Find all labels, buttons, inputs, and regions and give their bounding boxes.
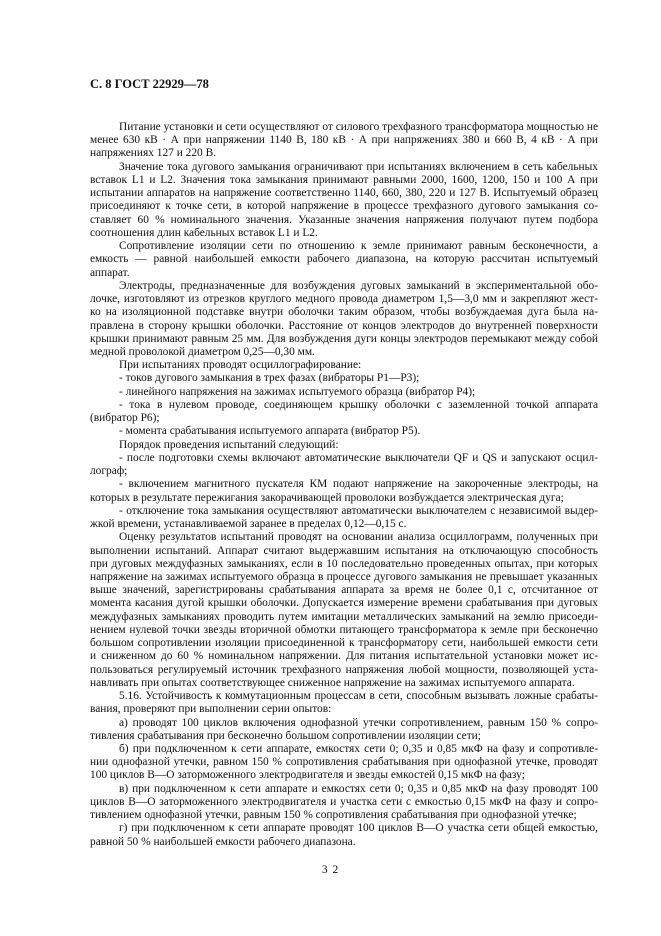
text-line: навливать при опытах соответствующее сниженное напряжение на зажимах испытуемого аппарата. [90, 676, 575, 689]
document-body [90, 121, 598, 849]
text-line: 5.16. Устойчивость к коммутационным процессам в сети, способным вызывать ложные срабаты- [119, 690, 598, 703]
text-line: лочке, изготовляют из отрезков круглого медного провода диаметром 1,5—3,0 мм и закрепляют жест- [90, 293, 598, 306]
text-line: - включением магнитного пускателя КМ подают напряжение на закороченные электроды, на [119, 478, 598, 491]
text-line: большом сопротивлении изоляции присоединенной к трансформатору сети, наибольшей емкости сети [90, 637, 598, 650]
text-line: аппарат. [90, 266, 130, 279]
page-header: С. 8 ГОСТ 22929—78 [90, 77, 209, 91]
paragraph [90, 439, 598, 452]
text-line: Питание установки и сети осуществляют от силового трехфазного трансформатора мощностью не [119, 121, 599, 133]
text-line: ставляет 60 % номинального значения. Указанные значения напряжения получают путем подбора [90, 213, 598, 226]
text-line: емкость — равной наибольшей емкости рабочего диапазона, на которую рассчитан испытуемый [90, 253, 598, 266]
text-line: нии однофазной утечки, равном 150 % сопротивления срабатывания при однофазной утечке, проводят [90, 756, 598, 769]
text-line: б) при подключенном к сети аппарате, емкостях сети 0; 0,35 и 0,85 мкФ на фазу и сопротивле- [119, 743, 598, 756]
paragraph [90, 121, 598, 161]
paragraph [90, 531, 598, 690]
text-line: - после подготовки схемы включают автоматические выключатели QF и QS и запускают осцил- [119, 451, 598, 464]
paragraph [90, 161, 598, 240]
text-line: При испытаниях проводят осциллографирование: [119, 359, 362, 372]
paragraph [90, 478, 598, 504]
paragraph [90, 359, 598, 372]
text-line: напряжение на зажимах испытуемого образца в процессе дугового замыкания не превышает указанных [90, 570, 598, 583]
paragraph [90, 399, 598, 425]
text-line: 100 циклов В—О заторможенного электродвигателя и звезды емкостей 0,15 мкФ на фазу; [90, 769, 525, 782]
text-line: междуфазных замыканиях проводить путем имитации металлических замыканий на землю присоеди- [90, 610, 598, 623]
text-line: тивления срабатывания при бесконечно большом сопротивлении изоляции сети; [90, 729, 481, 742]
paragraph [90, 822, 598, 848]
text-line: выше значений, зарегистрированы срабатывания аппарата за время не более 0,1 с, отсчитанное от [90, 584, 598, 597]
text-line: - отключение тока замыкания осуществляют автоматически выключателем с независимой выдер- [119, 504, 598, 517]
paragraph [90, 240, 598, 280]
text-line: циклов В—О заторможенного электродвигателя и участка сети с емкостью 0,15 мкФ на фазу и сопро- [90, 795, 598, 808]
text-line: выполнении испытаний. Аппарат считают выдержавшим испытания на отключающую способность [90, 544, 598, 557]
paragraph [90, 280, 598, 359]
text-line: г) при подключенном к сети аппарате проводят 100 циклов В—О участка сети общей емкостью, [119, 822, 598, 835]
text-line: лограф; [90, 465, 128, 478]
paragraph [90, 743, 598, 783]
paragraph [90, 452, 598, 478]
text-line: Порядок проведения испытаний следующий: [119, 438, 339, 451]
text-line: жкой времени, устанавливаемой заранее в пределах 0,12—0,15 с. [90, 518, 407, 531]
text-line: напряжениях 127 и 220 В. [90, 147, 217, 160]
text-line: - линейного напряжения на зажимах испытуемого образца (вибратор Р4); [119, 385, 476, 398]
text-line: вставок L1 и L2. Значения тока замыкания принимают равными 2000, 1600, 1200, 150 и 100 А при [90, 173, 598, 186]
text-line: ко на изоляционной подставке внутри оболочки таким образом, чтобы возбуждаемая дуга была на- [90, 306, 598, 319]
text-line: в) при подключенном к сети аппарате и емкостях сети 0; 0,35 и 0,85 мкФ на фазу проводят 100 [119, 782, 598, 795]
paragraph [90, 386, 598, 399]
text-line: менее 630 кВ · А при напряжении 1140 В, 180 кВ · А при напряжениях 380 и 660 В, 4 кВ · А при [90, 134, 598, 147]
text-line: правлена в сторону крышки оболочки. Расстояние от концов электродов до внутренней поверхности [90, 319, 598, 332]
paragraph [90, 372, 598, 385]
text-line: пользоваться регулируемый источник трехфазного напряжения любой мощности, позволяющей уста- [90, 663, 598, 676]
text-line: соотношения длин кабельных вставок L1 и L2. [90, 226, 318, 239]
text-line: которых в результате пережигания закорачивающей проволоки возбуждается электрическая дуга; [90, 491, 564, 504]
text-line: а) проводят 100 циклов включения однофазной утечки сопротивлением, равным 150 % сопро- [119, 716, 598, 729]
text-line: момента касания дугой крышки оболочки. Допускается измерение времени срабатывания при дуговых [90, 597, 598, 610]
paragraph [90, 783, 598, 823]
text-line: при дуговых междуфазных замыканиях, если в 10 последовательно проведенных опытах, при которых [90, 557, 598, 570]
text-line: Сопротивление изоляции сети по отношению к земле принимают равным бесконечности, а [119, 240, 598, 253]
text-line: равной 50 % наибольшей емкости рабочего диапазона. [90, 835, 356, 848]
paragraph [90, 425, 598, 438]
paragraph [90, 717, 598, 743]
text-line: присоединяют к точке сети, в которой напряжение в процессе трехфазного дугового замыкания со- [90, 200, 598, 213]
text-line: и сниженном до 60 % номинальном напряжении. Для питания испытательной установки может ис- [90, 650, 598, 663]
paragraph [90, 505, 598, 531]
text-line: Оценку результатов испытаний проводят на основании анализа осциллограмм, полученных при [119, 531, 598, 544]
text-line: - тока в нулевом проводе, соединяющем крышку оболочки с заземленной точкой аппарата [119, 398, 598, 411]
text-line: тивлением однофазной утечки, равным 150 % сопротивления срабатывания при однофазной утечке; [90, 809, 577, 822]
text-line: медной проволокой диаметром 0,25—0,30 мм. [90, 345, 315, 358]
text-line: - токов дугового замыкания в трех фазах (вибраторы Р1—Р3); [119, 372, 420, 385]
text-line: Электроды, предназначенные для возбуждения дуговых замыканий в экспериментальной обо- [119, 279, 598, 292]
page-number: 3 2 [321, 864, 340, 876]
text-line: (вибратор Р6); [90, 412, 160, 425]
text-line: вания, проверяют при выполнении серии опытов: [90, 703, 332, 716]
text-line: - момента срабатывания испытуемого аппарата (вибратор Р5). [119, 425, 421, 438]
paragraph [90, 690, 598, 716]
text-line: нением нулевой точки звезды вторичной обмотки питающего трансформатора к земле при бесконечно [90, 623, 598, 636]
text-line: испытании аппаратов на напряжение соответственно 1140, 660, 380, 220 и 127 В. Испытуемый образец [90, 187, 598, 200]
text-line: крышки принимают равным 25 мм. Для возбуждения дуги концы электродов перемыкают между собой [90, 332, 598, 345]
text-line: Значение тока дугового замыкания ограничивают при испытаниях включением в сеть кабельных [119, 160, 598, 173]
